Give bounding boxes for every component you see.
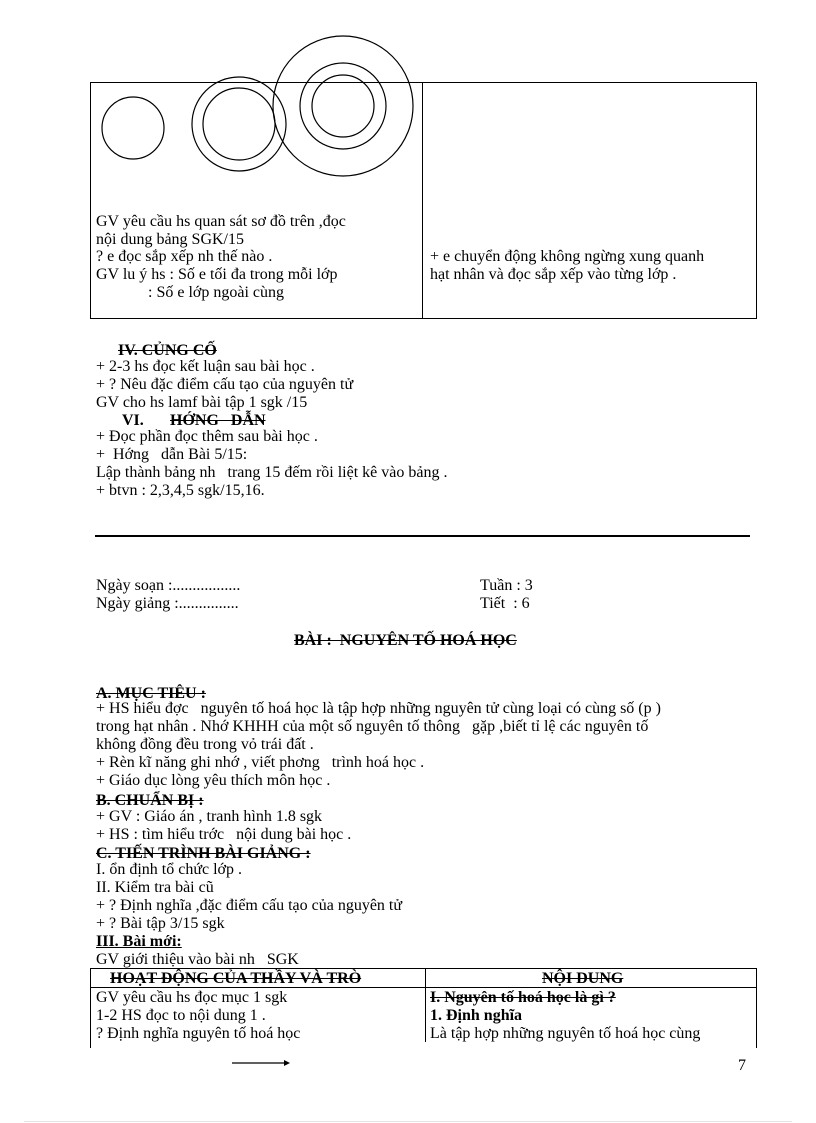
top-right-line-2: hạt nhân và đọc sắp xếp vào từng lớp . [430, 266, 677, 283]
tiet: Tiết : 6 [480, 595, 530, 612]
section-vi-line-4: + btvn : 2,3,4,5 sgk/15,16. [96, 482, 265, 499]
bottom-left-line-2: 1-2 HS đọc to nội dung 1 . [96, 1007, 266, 1024]
top-left-line-4: GV lu ý hs : Số e tối đa trong mỗi lớp [96, 266, 338, 283]
section-c-line-4: + ? Bài tập 3/15 sgk [96, 915, 225, 932]
section-iii-heading: III. Bài mới: [96, 933, 182, 950]
section-b-heading: B. CHUẨN BỊ : [96, 792, 204, 809]
top-left-line-3: ? e đọc sắp xếp nh thế nào . [96, 248, 273, 265]
arrow-head [284, 1060, 290, 1066]
page-number: 7 [738, 1057, 746, 1074]
bottom-table-divider [425, 968, 426, 1042]
section-vi-line-1: + Đọc phần đọc thêm sau bài học . [96, 428, 318, 445]
section-iv-line-3: GV cho hs lamf bài tập 1 sgk /15 [96, 394, 308, 411]
section-c-heading: C. TIẾN TRÌNH BÀI GIẢNG : [96, 845, 311, 862]
section-c-line-1: I. ổn định tổ chức lớp . [96, 861, 242, 878]
bottom-right-line: Là tập hợp những nguyên tố hoá học cùng [430, 1025, 701, 1042]
bottom-right-heading: I. Nguyên tố hoá học là gì ? [430, 989, 616, 1006]
section-iv-heading: IV. CỦNG CỐ [118, 342, 217, 359]
section-iii-intro: GV giới thiệu vào bài nh SGK [96, 951, 299, 968]
ngay-giang: Ngày giảng :............... [96, 595, 239, 612]
section-iv-line-1: + 2-3 hs đọc kết luận sau bài học . [96, 358, 315, 375]
top-right-line-1: + e chuyển động không ngừng xung quanh [430, 248, 705, 265]
section-a-line-2: trong hạt nhân . Nhớ KHHH của một số nguyên tố thông gặp ,biết tỉ lệ các nguyên tố [96, 718, 649, 735]
section-separator [95, 535, 750, 537]
section-a-heading: A. MỤC TIÊU : [96, 685, 206, 702]
bottom-left-line-1: GV yêu cầu hs đọc mục 1 sgk [96, 989, 288, 1006]
bottom-right-subheading: 1. Định nghĩa [430, 1007, 523, 1024]
ngay-soan: Ngày soạn :................. [96, 577, 241, 594]
section-vi-line-3: Lập thành bảng nh trang 15 đếm rồi liệt kê vào bảng . [96, 464, 448, 481]
tuan: Tuần : 3 [480, 577, 533, 594]
section-vi-line-2: + Hớng dẫn Bài 5/15: [96, 446, 248, 463]
page-bottom-edge [24, 1121, 792, 1122]
section-a-line-5: + Giáo dục lòng yêu thích môn học . [96, 772, 331, 789]
section-iv-line-2: + ? Nêu đặc điểm cấu tạo của nguyên tử [96, 376, 354, 393]
section-a-line-3: không đồng đều trong vỏ trái đất . [96, 736, 314, 753]
lesson-title: BÀI : NGUYÊN TỐ HOÁ HỌC [294, 632, 517, 649]
top-left-line-2: nội dung bảng SGK/15 [96, 231, 244, 248]
section-a-line-4: + Rèn kĩ năng ghi nhớ , viết phơng trình hoá học . [96, 754, 425, 771]
bottom-left-line-3: ? Định nghĩa nguyên tố hoá học [96, 1025, 301, 1042]
bottom-table-header-right: NỘI DUNG [542, 970, 624, 987]
bottom-table-header-left: HOẠT ĐỘNG CỦA THẦY VÀ TRÒ [110, 970, 362, 987]
top-left-line-1: GV yêu cầu hs quan sát sơ đồ trên ,đọc [96, 213, 346, 230]
section-a-line-1: + HS hiểu đợc nguyên tố hoá học là tập hợp những nguyên tử cùng loại có cùng số (p ) [96, 700, 661, 717]
top-left-line-5: : Số e lớp ngoài cùng [96, 284, 284, 301]
section-c-line-2: II. Kiểm tra bài cũ [96, 879, 214, 896]
top-table-divider [422, 82, 423, 319]
section-vi-heading: HỚNG DẪN [170, 412, 266, 429]
section-c-line-3: + ? Định nghĩa ,đặc điểm cấu tạo của nguyên tử [96, 897, 403, 914]
section-vi-number: VI. [122, 412, 144, 429]
section-b-line-1: + GV : Giáo án , tranh hình 1.8 sgk [96, 808, 323, 825]
section-b-line-2: + HS : tìm hiểu trớc nội dung bài học . [96, 826, 352, 843]
